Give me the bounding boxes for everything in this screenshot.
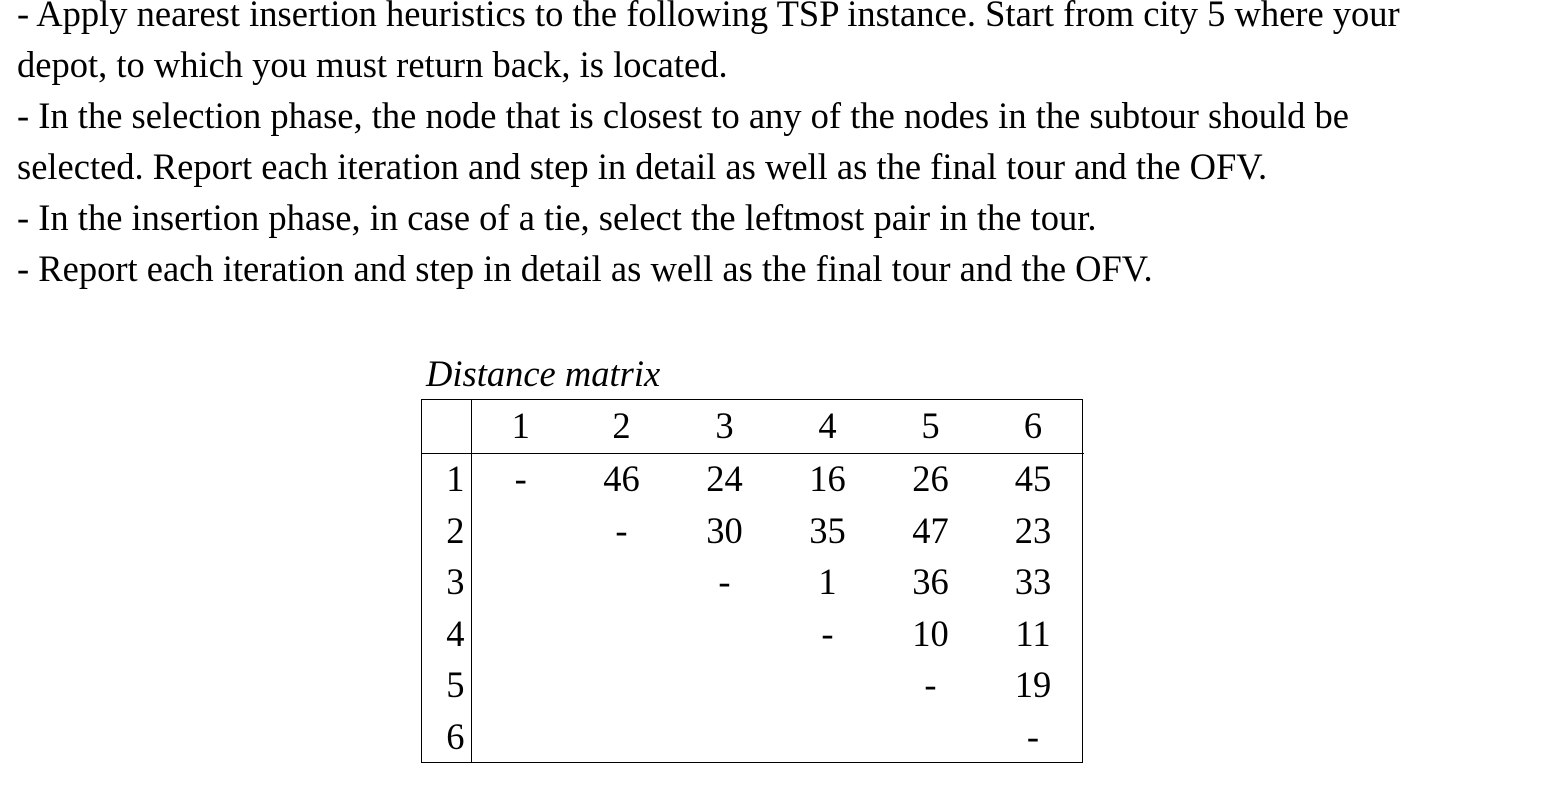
matrix-cell	[471, 711, 570, 763]
instruction-line: - Apply nearest insertion heuristics to the following TSP instance. Start from city 5 where your	[17, 0, 1400, 34]
matrix-cell: 46	[603, 458, 640, 500]
matrix-cell	[673, 711, 776, 763]
matrix-cell	[471, 557, 570, 609]
row-header: 5	[421, 660, 471, 712]
instruction-line: selected. Report each iteration and step in detail as well as the final tour and the OFV.	[17, 146, 1268, 187]
matrix-row	[421, 453, 1084, 505]
row-header: 3	[421, 557, 471, 609]
distance-matrix-table	[421, 399, 1084, 763]
matrix-cell: 33	[1014, 561, 1052, 603]
matrix-cell: -	[718, 561, 731, 603]
column-header: 1	[471, 399, 570, 453]
row-header: 4	[421, 608, 471, 660]
row-header: 2	[421, 505, 471, 557]
matrix-cell: 24	[706, 458, 743, 500]
matrix-caption: Distance matrix	[426, 353, 661, 394]
matrix-row	[421, 660, 1084, 712]
instructions-text	[17, 0, 1532, 294]
matrix-cell: 36	[912, 561, 949, 603]
matrix-row	[421, 557, 1084, 609]
matrix-cell: 35	[809, 509, 846, 551]
matrix-cell: 19	[1014, 664, 1052, 706]
matrix-cell	[570, 711, 673, 763]
matrix-cell: 30	[706, 509, 743, 551]
row-header: 1	[421, 453, 471, 505]
matrix-corner-cell	[421, 399, 471, 453]
matrix-cell: -	[1026, 715, 1040, 757]
instruction-line: depot, to which you must return back, is located.	[17, 44, 728, 85]
instruction-line: - Report each iteration and step in detail as well as the final tour and the OFV.	[17, 248, 1153, 289]
matrix-header-row	[421, 399, 1084, 453]
matrix-cell: -	[924, 664, 937, 706]
instruction-line: - In the insertion phase, in case of a tie, select the leftmost pair in the tour.	[17, 197, 1097, 238]
instruction-line: - In the selection phase, the node that is closest to any of the nodes in the subtour should be	[17, 95, 1349, 136]
matrix-cell: -	[514, 458, 527, 500]
matrix-cell: 11	[1015, 612, 1051, 654]
matrix-cell: 1	[818, 561, 837, 603]
matrix-cell	[570, 608, 673, 660]
matrix-cell	[673, 660, 776, 712]
matrix-cell	[471, 608, 570, 660]
matrix-cell	[879, 711, 982, 763]
matrix-cell	[776, 711, 879, 763]
matrix-cell	[776, 660, 879, 712]
column-header: 3	[673, 399, 776, 453]
matrix-cell: -	[615, 509, 628, 551]
column-header: 6	[982, 399, 1084, 453]
matrix-cell: 26	[912, 458, 949, 500]
matrix-cell: -	[821, 612, 834, 654]
column-header: 5	[879, 399, 982, 453]
matrix-cell	[471, 660, 570, 712]
matrix-row	[421, 505, 1084, 557]
matrix-cell: 23	[1014, 509, 1052, 551]
matrix-cell: 45	[1014, 458, 1052, 500]
column-header: 2	[570, 399, 673, 453]
matrix-cell	[471, 505, 570, 557]
matrix-row	[421, 608, 1084, 660]
matrix-cell	[673, 608, 776, 660]
row-header: 6	[421, 711, 471, 763]
matrix-cell	[570, 660, 673, 712]
matrix-row	[421, 711, 1084, 763]
matrix-cell: 10	[912, 612, 949, 654]
matrix-cell: 16	[809, 458, 846, 500]
matrix-cell: 47	[912, 509, 949, 551]
column-header: 4	[776, 399, 879, 453]
matrix-cell	[570, 557, 673, 609]
